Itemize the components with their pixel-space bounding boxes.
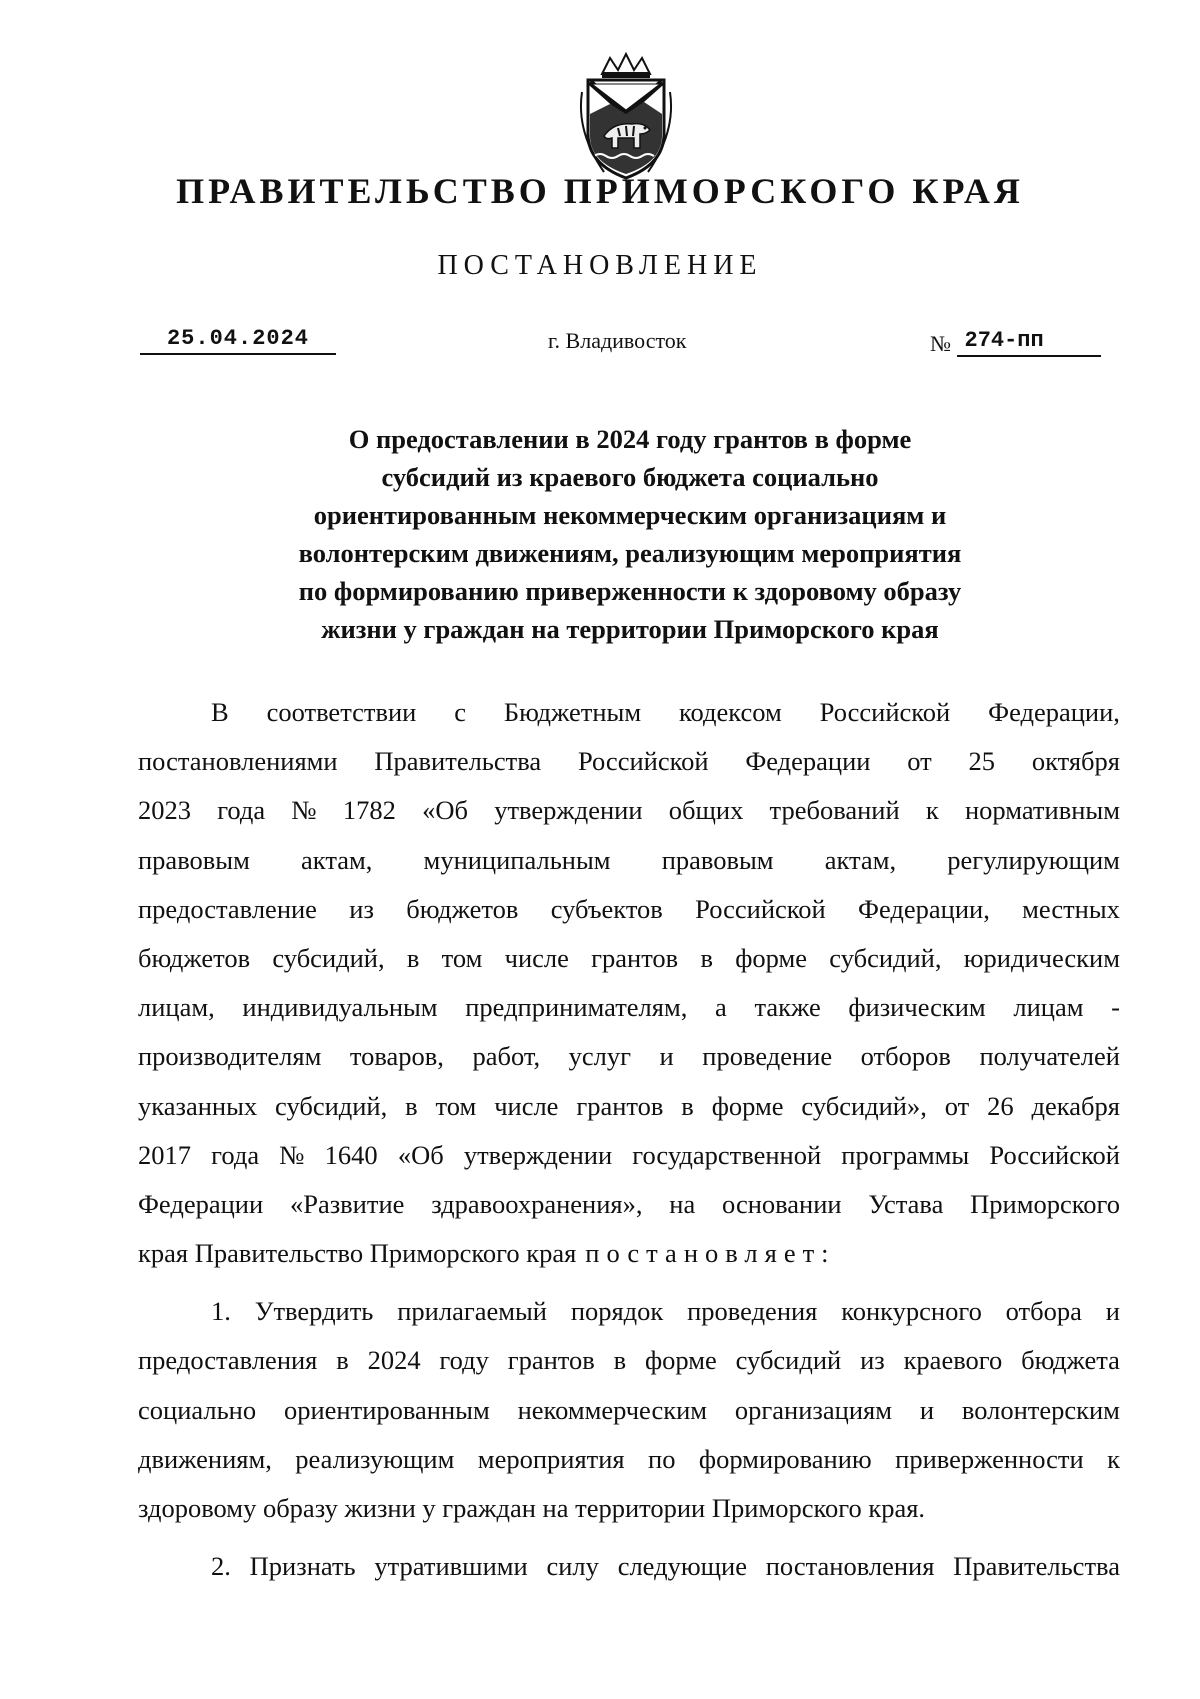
word: организациям: [734, 1394, 892, 1425]
word: бюджетов: [138, 942, 251, 973]
document-number-field: [930, 326, 1110, 357]
word: мероприятия: [477, 1443, 625, 1474]
word: Признать: [249, 1551, 356, 1582]
word: субсидий»,: [801, 1090, 927, 1121]
word: конкурсного: [841, 1296, 982, 1327]
word: следующие: [617, 1551, 747, 1582]
text-line: [138, 1131, 1120, 1180]
word: числе: [504, 942, 569, 973]
word: Федерации,: [858, 893, 990, 924]
word: производителям: [138, 1041, 322, 1072]
resolves-verb: постановляет:: [585, 1238, 836, 1269]
text-line: [138, 737, 1120, 786]
word: утверждении: [494, 795, 643, 826]
word: в: [405, 1090, 418, 1121]
text-line: [138, 1032, 1120, 1081]
organization-name: ПРАВИТЕЛЬСТВО ПРИМОРСКОГО КРАЯ: [176, 171, 1024, 211]
word: также: [754, 992, 821, 1023]
word: Федерации: [745, 746, 871, 777]
word: -: [1111, 992, 1120, 1023]
word: субсидий,: [272, 942, 385, 973]
word: 2.: [211, 1551, 231, 1582]
word: от: [944, 1090, 970, 1121]
word: в: [406, 942, 420, 973]
word: в: [336, 1345, 349, 1376]
word: отборов: [860, 1041, 951, 1072]
document-heading: [200, 420, 1060, 648]
word: реализующим: [295, 1443, 455, 1474]
document-date: 25.04.2024: [140, 326, 336, 355]
text-line: [138, 1435, 1120, 1484]
word: Приморского: [970, 1188, 1120, 1219]
word: форме: [644, 1345, 717, 1376]
number-sign: №: [930, 331, 951, 356]
word: Российской: [989, 1139, 1120, 1170]
word: физическим: [848, 992, 986, 1023]
document-number: 274-пп: [957, 328, 1101, 357]
text-line: [138, 836, 1120, 885]
word: В: [211, 697, 229, 727]
text-line: [138, 1287, 1120, 1336]
word: предоставление: [138, 893, 317, 924]
word: Российской: [695, 893, 826, 924]
word: краевого: [903, 1345, 1003, 1376]
text-line: [138, 1336, 1120, 1385]
word: силу: [546, 1551, 599, 1582]
word: «Развитие: [289, 1188, 405, 1219]
word: 25: [968, 746, 996, 777]
word: предпринимателям,: [465, 992, 688, 1023]
word: субсидий: [735, 1345, 842, 1376]
word: ориентированным: [283, 1394, 490, 1425]
word: постановления: [765, 1551, 935, 1582]
word: проведения: [687, 1296, 818, 1327]
word: с: [454, 697, 466, 727]
word: актам,: [824, 844, 897, 875]
word: и: [1105, 1296, 1120, 1327]
word: 1640: [324, 1139, 378, 1170]
word: указанных: [138, 1090, 258, 1121]
word: постановлениями: [138, 746, 338, 777]
word: товаров,: [349, 1041, 444, 1072]
word: услуг: [568, 1041, 631, 1072]
word: на: [669, 1188, 696, 1219]
word: муниципальным: [423, 844, 611, 875]
text-line: [138, 1386, 1120, 1435]
word: от: [907, 746, 932, 777]
word: субъектов: [550, 893, 663, 924]
word: получателей: [979, 1041, 1120, 1072]
word: Федерации,: [988, 697, 1120, 727]
word: лицам: [1013, 992, 1084, 1023]
word: прилагаемый: [397, 1296, 547, 1327]
word: формированию: [698, 1443, 872, 1474]
word: субсидий,: [829, 942, 942, 973]
word: местных: [1022, 893, 1120, 924]
heading-line: волонтерским движениям, реализующим мероприятия: [298, 538, 962, 568]
word: грантов: [507, 1345, 595, 1376]
word: юридическим: [963, 942, 1120, 973]
word: из: [860, 1345, 885, 1376]
word: по: [648, 1443, 676, 1474]
word: грантов: [591, 942, 679, 973]
word: Федерации: [138, 1188, 264, 1219]
word: лицам,: [138, 992, 215, 1023]
word: «Об: [397, 1139, 444, 1170]
word: к: [1107, 1443, 1120, 1474]
text-line: [138, 1229, 1120, 1278]
text-line: [138, 786, 1120, 835]
word: том: [441, 942, 483, 973]
word: числе: [494, 1090, 559, 1121]
word: в: [681, 1090, 694, 1121]
word: №: [279, 1139, 305, 1170]
word: субсидий,: [275, 1090, 388, 1121]
word: здравоохранения»,: [431, 1188, 643, 1219]
word: приверженности: [895, 1443, 1084, 1474]
word: кодексом: [678, 697, 782, 727]
word: некоммерческим: [517, 1394, 708, 1425]
word: Российской: [819, 697, 951, 727]
word: соответствии: [266, 697, 417, 727]
word: Российской: [577, 746, 709, 777]
word: году: [439, 1345, 489, 1376]
word: 2024: [367, 1345, 421, 1376]
text-line: [138, 983, 1120, 1032]
word: движениям,: [138, 1443, 272, 1474]
word: Бюджетным: [503, 697, 642, 727]
text-line: [138, 1484, 1120, 1533]
heading-line: жизни у граждан на территории Приморского края: [321, 614, 939, 644]
document-city: г. Владивосток: [548, 328, 687, 353]
word: Устава: [868, 1188, 944, 1219]
coat-of-arms-icon: [574, 52, 678, 184]
word: правовым: [138, 844, 250, 875]
word: программы: [841, 1139, 970, 1170]
word: правовым: [661, 844, 774, 875]
word: бюджетов: [406, 893, 519, 924]
word: октября: [1031, 746, 1120, 777]
word: 2023: [138, 795, 191, 826]
word: работ,: [472, 1041, 541, 1072]
heading-line: ориентированным некоммерческим организациям и: [313, 500, 947, 530]
word: общих: [668, 795, 744, 826]
word: а: [715, 992, 727, 1023]
word: года: [211, 1139, 260, 1170]
word: порядок: [570, 1296, 664, 1327]
word: года: [217, 795, 266, 826]
word: к: [925, 795, 939, 826]
word: №: [291, 795, 317, 826]
word: из: [349, 893, 374, 924]
preamble-last-line: края Правительство Приморского края: [138, 1238, 577, 1269]
word: том: [435, 1090, 477, 1121]
word: «Об: [422, 795, 468, 826]
word: предоставления: [138, 1345, 318, 1376]
word: основании: [722, 1188, 842, 1219]
text-line: [138, 885, 1120, 934]
word: в: [700, 942, 713, 973]
text-line: [138, 1082, 1120, 1131]
word: Правительства: [374, 746, 542, 777]
word: 1782: [342, 795, 396, 826]
document-type: ПОСТАНОВЛЕНИЕ: [437, 250, 763, 281]
word: волонтерским: [961, 1394, 1120, 1425]
word: требований: [769, 795, 900, 826]
word: нормативным: [964, 795, 1120, 826]
word: декабря: [1031, 1090, 1120, 1121]
word: 2017: [138, 1139, 191, 1170]
word: форме: [711, 1090, 784, 1121]
word: 26: [987, 1090, 1014, 1121]
word: индивидуальным: [242, 992, 438, 1023]
word: бюджета: [1021, 1345, 1120, 1376]
word: форме: [735, 942, 808, 973]
heading-line: по формированию приверженности к здоровому образу: [298, 576, 962, 606]
heading-line: субсидий из краевого бюджета социально: [381, 462, 879, 492]
word: и: [919, 1394, 935, 1425]
word: актам,: [301, 844, 373, 875]
word: социально: [138, 1394, 257, 1425]
word: утверждении: [463, 1139, 613, 1170]
text-line: [138, 1542, 1120, 1591]
text-line: [138, 934, 1120, 983]
word: в: [613, 1345, 627, 1376]
word: 1.: [211, 1296, 231, 1327]
word: и: [659, 1041, 674, 1072]
word: грантов: [576, 1090, 664, 1121]
heading-line: О предоставлении в 2024 году грантов в форме: [348, 424, 912, 454]
word: государственной: [632, 1139, 822, 1170]
text-line: [138, 1180, 1120, 1229]
word: утратившими: [374, 1551, 528, 1582]
word: Утвердить: [254, 1296, 374, 1327]
word: Правительства: [953, 1551, 1120, 1582]
word: проведение: [702, 1041, 833, 1072]
text-line: [138, 688, 1120, 737]
item1-last-line: здоровому образу жизни у граждан на территории Приморского края.: [138, 1493, 926, 1523]
document-body: [138, 688, 1120, 1591]
word: отбора: [1005, 1296, 1082, 1327]
word: регулирующим: [947, 844, 1120, 875]
